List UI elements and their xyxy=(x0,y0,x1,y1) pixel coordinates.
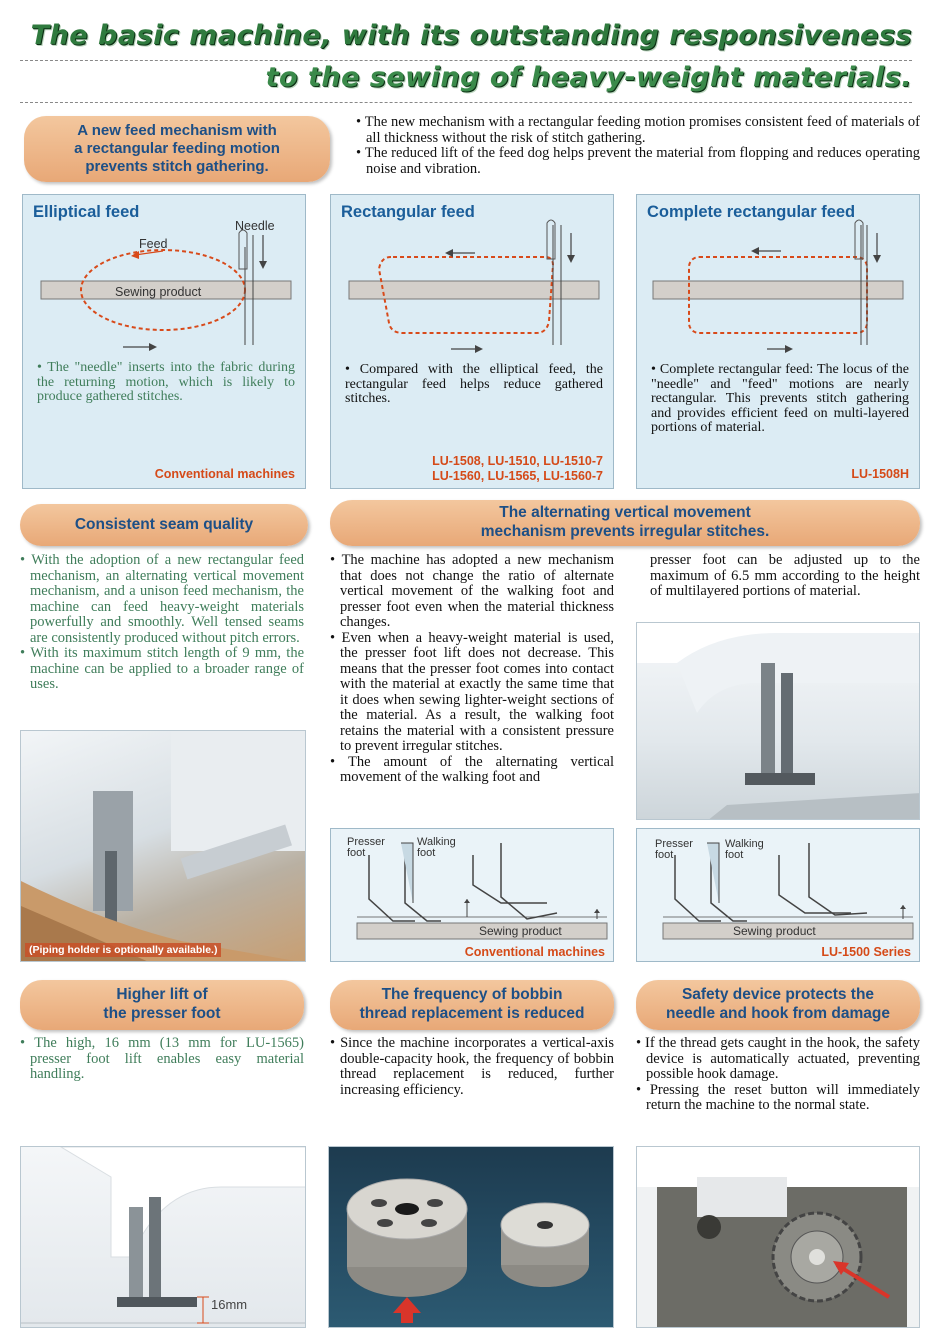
complete-rectangular-feed-box xyxy=(636,194,920,489)
headline-line-2: to the sewing of heavy-weight materials. xyxy=(265,62,912,93)
presser-foot-raised xyxy=(779,855,851,913)
safety-device-pill xyxy=(636,980,920,1030)
pill-line: Consistent seam quality xyxy=(74,515,254,533)
tag-line: LU-1508, LU-1510, LU-1510-7 xyxy=(432,454,603,468)
bobbin-text xyxy=(330,1036,614,1098)
conventional-machines-tag: Conventional machines xyxy=(464,945,605,959)
bullet-dot: • xyxy=(651,362,660,377)
bobbin-photo xyxy=(328,1146,614,1328)
pill-line: Safety device protects the xyxy=(681,986,875,1004)
walking-bar xyxy=(149,1197,161,1307)
bullet-item: • The machine has adopted a new mechanism that does not change the ratio of alternate vertical movement of the walking foot and presser foot even when the material thickness changes. xyxy=(330,553,614,631)
piping-holder-photo xyxy=(20,730,306,962)
sewing-product-label: Sewing product xyxy=(479,924,562,938)
pill-line: The frequency of bobbin xyxy=(381,986,563,1004)
bullet-dot: • xyxy=(37,360,48,375)
needle-icon xyxy=(239,230,247,269)
tag-line: Conventional machines xyxy=(154,467,295,481)
bobbin-hole xyxy=(427,1199,443,1207)
label-line: foot xyxy=(655,849,674,861)
box-text: Compared with the elliptical feed, the rectangular feed helps reduce gathered stitches. xyxy=(345,362,604,406)
walking-foot-lowered xyxy=(809,843,867,915)
walking-foot-label xyxy=(725,839,764,861)
tag-line: LU-1560, LU-1565, LU-1560-7 xyxy=(432,469,603,483)
bobbin-hole xyxy=(371,1199,387,1207)
sewing-product-bar xyxy=(653,281,903,299)
feed-label: Feed xyxy=(139,237,168,251)
label-line: Walking xyxy=(417,836,456,848)
hook-center xyxy=(809,1249,825,1265)
machine-head xyxy=(677,633,920,713)
feed-mechanism-pill xyxy=(24,116,330,182)
arrow-head xyxy=(464,899,470,903)
conventional-motion-diagram-box xyxy=(330,828,614,962)
presser-foot-label xyxy=(347,837,385,859)
walking-foot-illustration xyxy=(637,623,920,820)
bobbin-hole xyxy=(421,1219,437,1227)
label-line: Walking xyxy=(725,838,764,850)
lift-height-label: 16mm xyxy=(211,1297,248,1312)
arrow-head xyxy=(594,909,600,913)
bullet-item: • With its maximum stitch length of 9 mm, the machine can be applied to a broader range of uses. xyxy=(20,646,304,693)
box-title: Elliptical feed xyxy=(33,203,140,221)
conventional-machines-tag xyxy=(155,467,295,482)
lu-1500-series-tag: LU-1500 Series xyxy=(821,945,911,959)
walking-foot-shaft xyxy=(707,843,719,903)
feed-arrow-icon xyxy=(135,251,163,255)
arrow-head xyxy=(873,255,881,263)
box-text: Complete rectangular feed: The locus of the "needle" and "feed" motions are nearly rectangular. This prevents stitch gathering and provides efficient feed on multi-layered portions of material. xyxy=(651,362,909,435)
seam-quality-bullets xyxy=(20,553,304,693)
box-title: Rectangular feed xyxy=(341,203,475,221)
headline-divider xyxy=(20,60,912,61)
pill-line: mechanism prevents irregular stitches. xyxy=(480,523,770,540)
bullet-item: • Since the machine incorporates a vertical-axis double-capacity hook, the frequency of bobbin thread replacement is reduced, further increasing efficiency. xyxy=(330,1036,614,1098)
bullet-item: • The amount of the alternating vertical movement of the walking foot and xyxy=(330,755,614,786)
presser-foot xyxy=(117,1297,197,1307)
label-line: foot xyxy=(725,849,744,861)
pill-line: The alternating vertical movement xyxy=(499,504,751,522)
bobbin-illustration xyxy=(329,1147,614,1328)
bullet-dot: • xyxy=(345,362,360,377)
presser-bar xyxy=(129,1207,143,1307)
headline-line-1: The basic machine, with its outstanding responsiveness xyxy=(30,20,912,51)
needle-label: Needle xyxy=(235,219,275,233)
bullet-item: • If the thread gets caught in the hook, the safety device is automatically actuated, preventing possible hook damage. xyxy=(636,1036,920,1083)
pill-line: a rectangular feeding motion xyxy=(74,140,280,157)
elliptical-feed-text xyxy=(37,361,295,405)
walking-foot-lowered xyxy=(501,843,557,919)
up-arrow-icon xyxy=(393,1297,421,1323)
arrow-head xyxy=(751,247,759,255)
lu1500-motion-diagram-box xyxy=(636,828,920,962)
arrow-head xyxy=(259,261,267,269)
walking-foot-shaft xyxy=(401,843,413,903)
needle-icon xyxy=(547,220,555,259)
higher-lift-text xyxy=(20,1036,304,1083)
presser-foot-raised xyxy=(473,855,547,903)
hook-illustration xyxy=(637,1147,920,1328)
arrow-head xyxy=(445,249,453,257)
arrow-head xyxy=(149,343,157,351)
arrow-head xyxy=(785,345,793,353)
throat-plate xyxy=(707,793,920,820)
bobbin-hole xyxy=(395,1203,419,1215)
bullet-item: • The reduced lift of the feed dog helps prevent the material from flopping and reduces operating noise and vibration. xyxy=(356,146,920,177)
arrow-head xyxy=(567,255,575,263)
pill-line: Higher lift of xyxy=(116,986,208,1004)
machine-head xyxy=(61,1147,306,1257)
vertical-movement-bullets xyxy=(330,553,614,786)
rectangular-feed-diagram xyxy=(331,195,615,355)
presser-foot-label xyxy=(655,839,693,861)
presser-foot-lift-illustration xyxy=(21,1147,306,1328)
safety-knob xyxy=(697,1215,721,1239)
needle-icon xyxy=(855,220,863,259)
pill-line: A new feed mechanism with xyxy=(77,122,277,139)
bullet-item: • The high, 16 mm (13 mm for LU-1565) presser foot lift enables easy material handling. xyxy=(20,1036,304,1083)
vertical-movement-pill xyxy=(330,500,920,546)
label-line: Presser xyxy=(655,838,693,850)
bullet-item: • With the adoption of a new rectangular feed mechanism, an alternating vertical movement mechanism, and a unison feed mechanism, the machine can feed heavy-weight materials powerfully and smoothly. Well tensed seams are consistently produced without pitch errors. xyxy=(20,553,304,646)
walking-foot-label xyxy=(417,837,456,859)
tag-line: LU-1508H xyxy=(851,467,909,481)
bobbin-hole xyxy=(377,1219,393,1227)
vertical-movement-continuation xyxy=(650,553,920,600)
pill-line: prevents stitch gathering. xyxy=(85,158,269,175)
presser-foot-lift-photo xyxy=(20,1146,306,1328)
presser-foot xyxy=(745,773,815,785)
bobbin-hole xyxy=(537,1221,553,1229)
bobbin-pill xyxy=(330,980,614,1030)
sewing-product-label: Sewing product xyxy=(733,924,816,938)
headline-divider xyxy=(20,102,912,103)
walking-foot-photo xyxy=(636,622,920,820)
lu-models-tag xyxy=(432,454,603,484)
photo-caption: (Piping holder is optionally available.) xyxy=(25,943,221,957)
lu-1508h-tag xyxy=(851,467,909,482)
pill-line: the presser foot xyxy=(103,1005,221,1022)
complete-rectangular-feed-diagram xyxy=(637,195,921,355)
label-line: foot xyxy=(347,847,366,859)
label-line: foot xyxy=(417,847,436,859)
arrow-head xyxy=(900,905,906,909)
box-text: The "needle" inserts into the fabric during the returning motion, which is likely to produce gathered stitches. xyxy=(37,360,295,404)
feed-intro-bullets xyxy=(356,115,920,177)
safety-device-bullets xyxy=(636,1036,920,1114)
arrow-head xyxy=(475,345,483,353)
presser-bar xyxy=(761,663,775,783)
bullet-item: • Even when a heavy-weight material is used, the presser foot lift does not decrease. This means that the presser foot comes into contact with the material at exactly the same time that it does when sewing lighter-weight sections of the material. As a result, the walking foot retains the material with a consistent pressure to prevent irregular stitches. xyxy=(330,631,614,755)
elliptical-feed-box xyxy=(22,194,306,489)
rectangular-feed-box xyxy=(330,194,614,489)
continuation-text: presser foot can be adjusted up to the maximum of 6.5 mm according to the height of multilayered portions of material. xyxy=(650,552,920,599)
sewing-machine-head-illustration xyxy=(21,731,306,962)
pill-line: needle and hook from damage xyxy=(666,1005,890,1022)
bullet-item: • Pressing the reset button will immediately return the machine to the normal state. xyxy=(636,1083,920,1114)
pill-line: thread replacement is reduced xyxy=(359,1005,585,1022)
sewing-product-label: Sewing product xyxy=(115,285,202,299)
walking-bar xyxy=(781,673,793,783)
complete-rectangular-feed-text xyxy=(651,363,909,436)
rectangular-feed-text xyxy=(345,363,603,407)
machine-frame xyxy=(697,1177,787,1217)
label-line: Presser xyxy=(347,836,385,848)
higher-lift-pill xyxy=(20,980,304,1030)
seam-quality-pill xyxy=(20,504,308,546)
bullet-item: • The new mechanism with a rectangular feeding motion promises consistent feed of materials of all thickness without the risk of stitch gathering. xyxy=(356,115,920,146)
box-title: Complete rectangular feed xyxy=(647,203,856,221)
hook-photo xyxy=(636,1146,920,1328)
